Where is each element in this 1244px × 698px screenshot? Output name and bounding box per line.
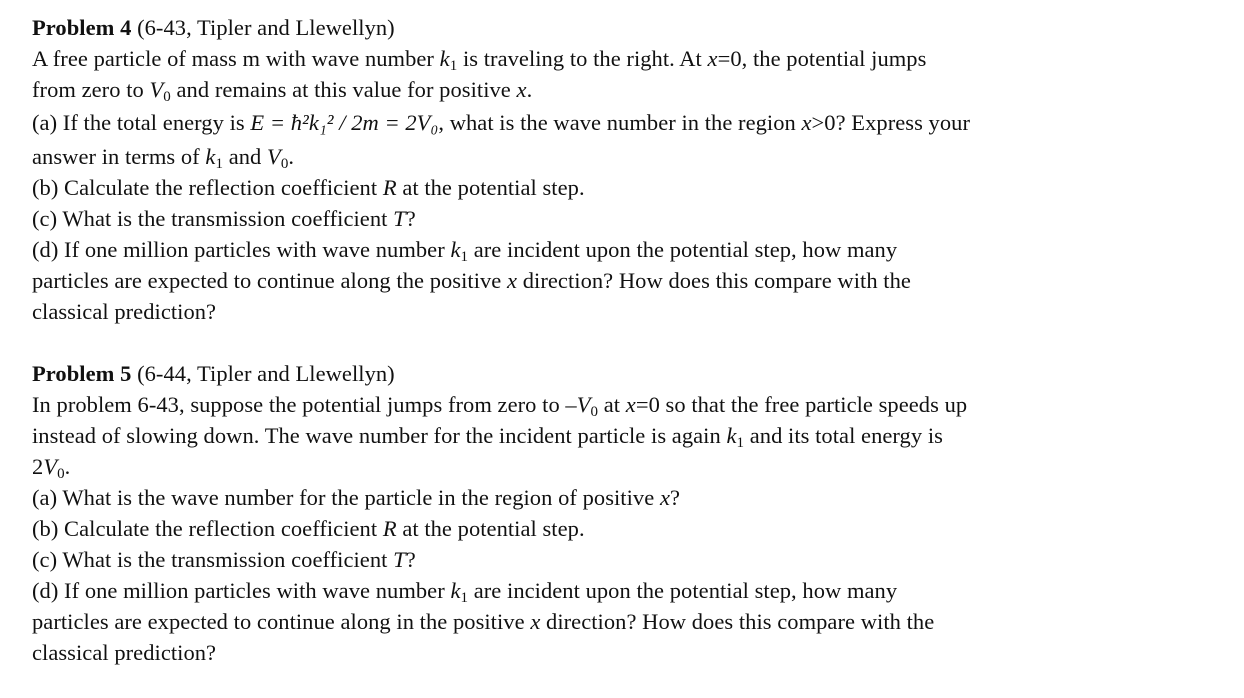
problem5-part-a [32,482,1232,513]
problem5-part-d-line3: classical prediction? [32,640,217,665]
symbol-x: x [801,110,812,135]
text-span: (a) If the total energy is [32,110,251,135]
period: . [526,77,533,102]
text-span: (c) What is the transmission coefficient [32,547,394,572]
subscript-1: 1 [449,58,458,74]
problem4-heading [32,12,1232,43]
symbol-k: k [450,237,461,262]
problem5-part-b [32,513,1232,544]
problem5-intro-line1 [32,389,1232,420]
text-span: (c) What is the transmission coefficient [32,206,394,231]
symbol-x: x [516,77,527,102]
text-span: (d) If one million particles with wave number [32,578,451,603]
symbol-V: V [576,392,591,417]
symbol-k: k [205,144,216,169]
text-span: instead of slowing down. The wave number for the incident particle is again [32,423,727,448]
problem4-label: Problem 4 [32,15,132,40]
document-page [32,12,1232,668]
symbol-x: x [659,485,670,510]
symbol-R: R [382,516,397,541]
subscript-0: 0 [280,156,289,172]
subscript-1: 1 [460,249,469,265]
problem4-part-d-line1 [32,234,1232,265]
symbol-V: V [149,77,164,102]
symbol-x: x [707,46,718,71]
subscript-0: 0 [590,404,599,420]
text-span: (d) If one million particles with wave number [32,237,451,262]
problem5-intro-line2 [32,420,1232,451]
text-span: at the potential step. [396,175,585,200]
subscript-0: 0 [57,466,65,482]
spacer [32,327,1232,358]
text-span: and its total energy is [744,423,943,448]
problem4-source: (6-43, Tipler and Llewellyn) [137,15,395,40]
problem4-part-d-line3: classical prediction? [32,299,217,324]
problem4-part-a-line1 [32,105,1232,141]
problem4-intro-line2 [32,74,1232,105]
text-span: >0? Express your [811,110,971,135]
text-span: A free particle of mass m with wave number [32,46,440,71]
text-span: ? [405,206,416,231]
subscript-1: 1 [215,156,224,172]
text-span: are incident upon the potential step, how many [468,237,898,262]
symbol-k: k [726,423,737,448]
problem4-part-d-line2 [32,265,1232,296]
text-span: particles are expected to continue along in the positive [32,609,531,634]
symbol-k: k [439,46,450,71]
text-span: , what is the wave number in the region [438,110,802,135]
symbol-k: k [450,578,461,603]
subscript-1: 1 [460,590,469,606]
problem5-part-d-line1 [32,575,1232,606]
text-span: and remains at this value for positive [170,77,517,102]
symbol-V: V [267,144,281,169]
text-span: ? [669,485,681,510]
problem5-part-d-line2 [32,606,1232,637]
symbol-x: x [530,609,541,634]
symbol-R: R [382,175,397,200]
energy-equation: E = ħ²k₁² / 2m = 2V₀ [250,110,439,135]
period: . [288,144,295,169]
subscript-1: 1 [736,435,745,451]
problem5-part-c [32,544,1232,575]
text-span: and [223,144,268,169]
problem4-intro-line1 [32,43,1232,74]
symbol-V: V [43,454,58,479]
text-span: (b) Calculate the reflection coefficient [32,175,383,200]
text-span: direction? How does this compare with the [540,609,935,634]
symbol-T: T [393,547,406,572]
text-span: 2 [32,454,44,479]
text-span: at [598,392,626,417]
symbol-x: x [507,268,518,293]
problem4-part-b [32,172,1232,203]
problem5-label: Problem 5 [32,361,132,386]
text-span: (a) What is the wave number for the particle in the region of positive [32,485,660,510]
symbol-T: T [393,206,406,231]
problem4-part-a-line2 [32,141,1232,172]
text-span: =0 so that the free particle speeds up [635,392,968,417]
problem5-heading [32,358,1232,389]
subscript-0: 0 [163,89,171,105]
text-span: at the potential step. [396,516,585,541]
text-span: from zero to [32,77,150,102]
text-span: In problem 6-43, suppose the potential jumps from zero to – [32,392,577,417]
symbol-x: x [625,392,636,417]
problem5-intro-line3 [32,451,1232,482]
problem5-source: (6-44, Tipler and Llewellyn) [137,361,395,386]
period: . [64,454,71,479]
text-span: (b) Calculate the reflection coefficient [32,516,383,541]
text-span: direction? How does this compare with the [517,268,911,293]
text-span: answer in terms of [32,144,206,169]
text-span: are incident upon the potential step, how many [468,578,898,603]
problem4-part-c [32,203,1232,234]
text-span: ? [405,547,416,572]
text-span: is traveling to the right. At [457,46,708,71]
text-span: =0, the potential jumps [717,46,927,71]
text-span: particles are expected to continue along the positive [32,268,508,293]
